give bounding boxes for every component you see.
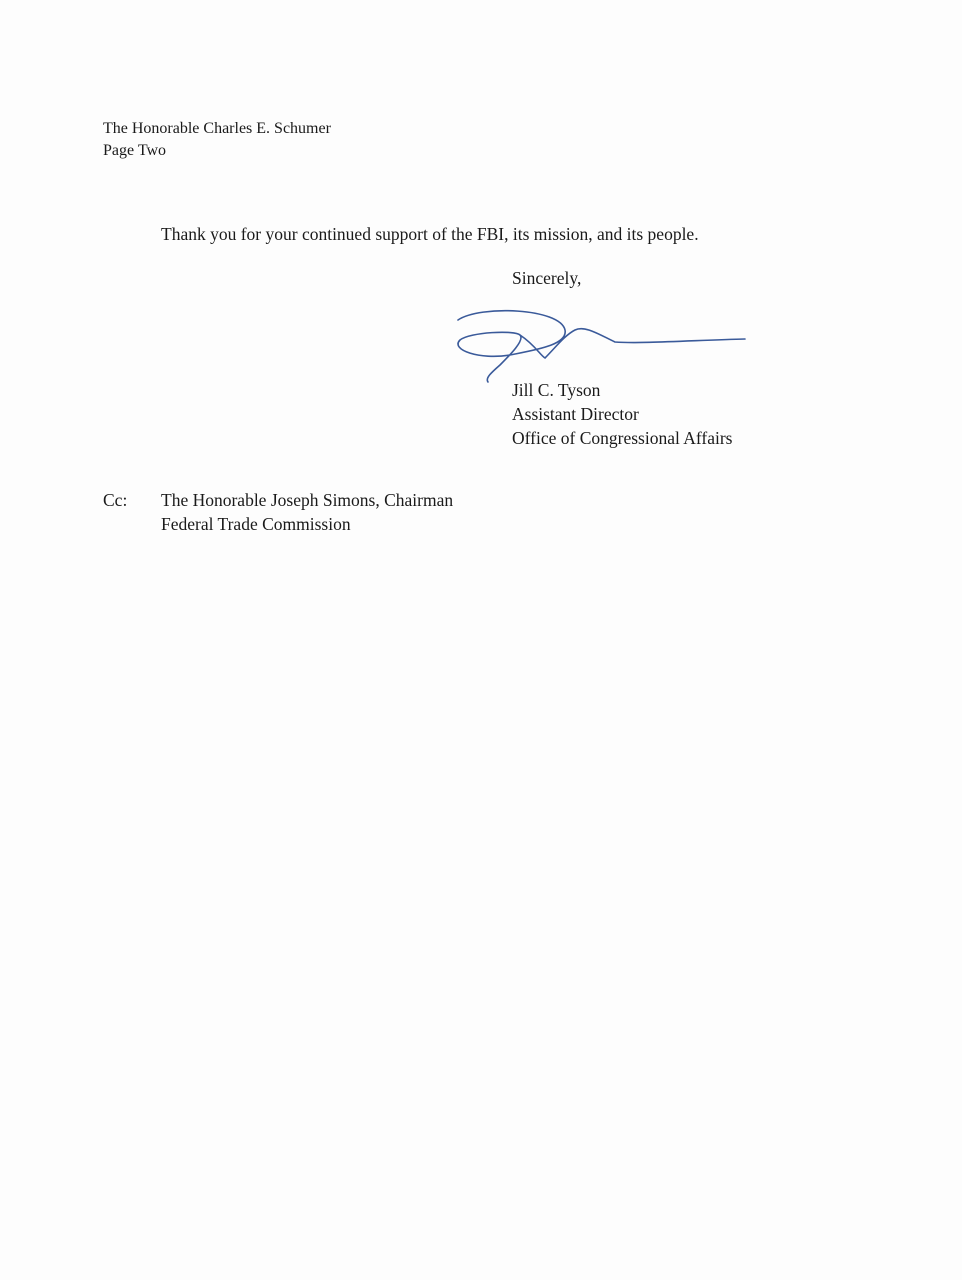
- signer-name: Jill C. Tyson: [512, 380, 601, 400]
- cc-line-1: The Honorable Joseph Simons, Chairman: [161, 490, 454, 510]
- signer-title: Assistant Director: [512, 404, 639, 424]
- closing-salutation: Sincerely,: [512, 268, 582, 288]
- page-number-line: Page Two: [103, 142, 167, 159]
- letter-header: [103, 118, 331, 162]
- cc-label: Cc:: [103, 490, 128, 510]
- handwritten-signature: [440, 300, 760, 390]
- body-paragraph: Thank you for your continued support of the FBI, its mission, and its people.: [161, 224, 699, 244]
- signer-office: Office of Congressional Affairs: [512, 428, 733, 448]
- recipient-line: The Honorable Charles E. Schumer: [103, 120, 331, 137]
- cc-recipients: [161, 488, 453, 536]
- signer-block: [512, 378, 733, 450]
- cc-line-2: Federal Trade Commission: [161, 514, 351, 534]
